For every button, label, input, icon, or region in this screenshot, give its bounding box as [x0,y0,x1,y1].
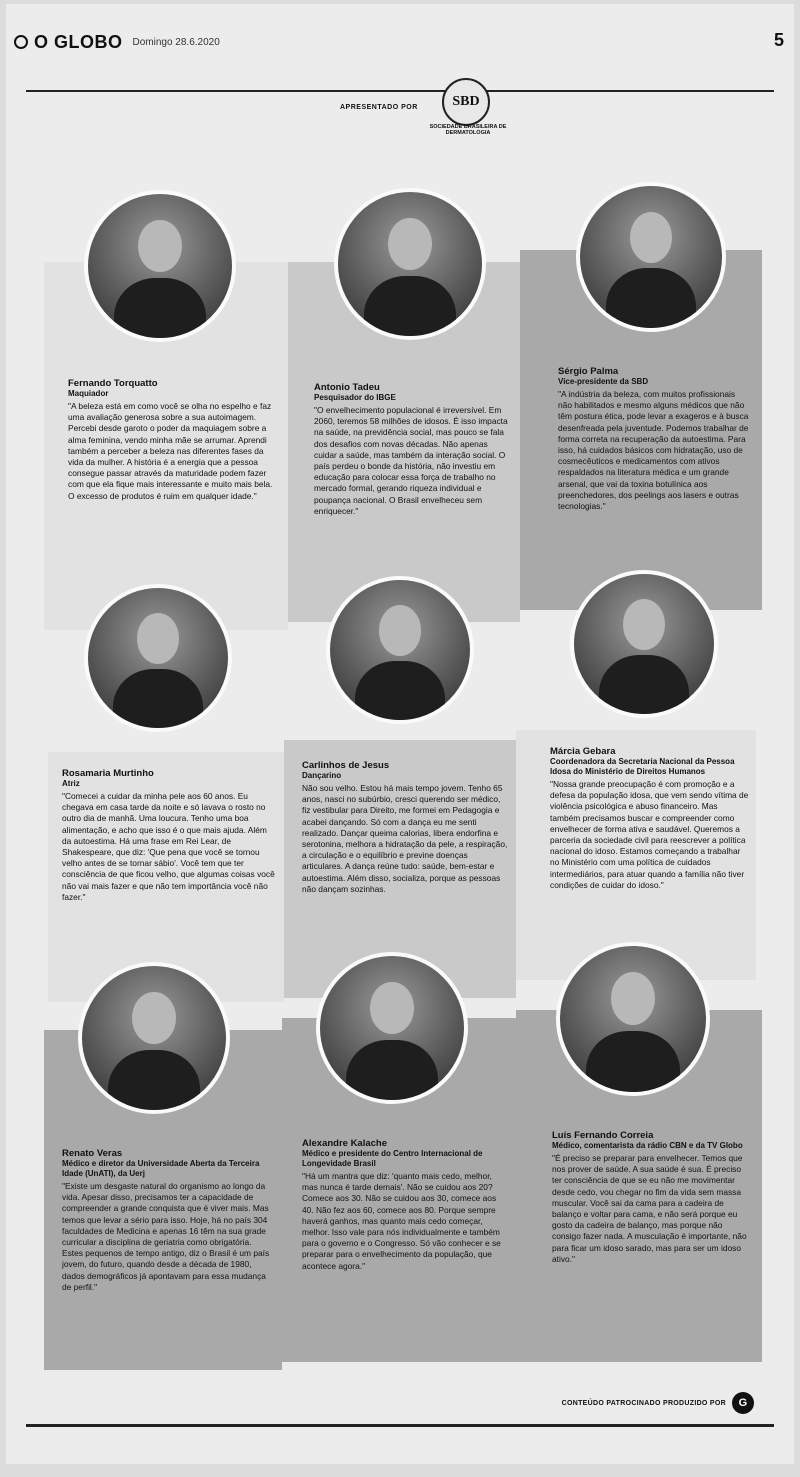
person-role: Pesquisador do IBGE [314,393,396,402]
person-role: Dançarino [302,771,342,780]
profile-card [68,378,278,502]
sponsor-logo-text: SBD [452,94,480,109]
person-name: Luís Fernando Correia [552,1130,654,1141]
sponsor-seal-icon [442,78,490,126]
person-role: Médico e presidente do Centro Internacional de Longevidade Brasil [302,1149,483,1168]
masthead [14,30,790,54]
newspaper-logo: O GLOBO [34,31,123,52]
person-name: Antonio Tadeu [314,382,380,393]
portrait-photo-4 [84,584,232,732]
bottom-rule [26,1424,774,1427]
person-name: Renato Veras [62,1148,123,1159]
person-quote: "A indústria da beleza, com muitos profissionais não habilitados e mesmo alguns médicos que não têm postura ética, pode levar a exageros e à busca desenfreada pela juventude. Podemos trabalhar de forma correta na recuperação da autoestima. Para isso, há cuidados básicos com hidratação, uso de cosmecêuticos e medicamentos com ativos respaldados na literatura médica e um grande arsenal, que vai da toxina botulínica aos preenchedores, dos peelings aos lasers e outras tecnologias." [558,389,749,512]
person-name: Alexandre Kalache [302,1138,388,1149]
person-quote: Não sou velho. Estou há mais tempo jovem. Tenho 65 anos, nasci no subúrbio, cresci querendo ser médico, fiz vestibular para Direito, me formei em Pedagogia e acabei dançando. Só com a dança eu me senti realizado. Dançar queima calorias, libera endorfina e serotonina, melhora a hidratação da pele, a respiração, a circulação e o equilíbrio e previne doenças articulares. A dança reúne tudo: saúde, bem-estar e autoestima. Além disso, socializa, porque as pessoas não dançam sozinhas. [302,783,508,894]
person-name: Sérgio Palma [558,366,619,377]
portrait-photo-1 [84,190,236,342]
person-role: Atriz [62,779,80,788]
profile-card [62,768,276,903]
profile-card [558,366,750,512]
person-quote: "Existe um desgaste natural do organismo ao longo da vida. Apesar disso, precisamos ter a capacidade de compreender a grande conquista que é viver mais. Mas temos que levar a sério para isso. Hoje, há no país 304 faculdades de Medicina e apenas 16 têm na sua grade curricular a disciplina de geriatria como obrigatória. Estes pequenos de tempo antigo, diz o Brasil é um país jovem, do futuro, quando desde a década de 1980, dados demográficos já apontavam para essa mudança de perfil." [62,1181,270,1292]
profile-card [550,746,750,891]
profile-card [302,1138,506,1272]
portrait-photo-2 [334,188,486,340]
sponsor-label: APRESENTADO POR [340,104,418,111]
issue-date: Domingo 28.6.2020 [132,36,220,48]
person-role: Médico e diretor da Universidade Aberta da Terceira Idade (UnATI), da Uerj [62,1159,260,1178]
page-number: 5 [773,30,784,50]
person-role: Vice-presidente da SBD [558,377,649,386]
person-role: Coordenadora da Secretaria Nacional da Pessoa Idosa do Ministério de Direitos Humanos [550,757,735,776]
person-role: Maquiador [68,389,109,398]
portrait-photo-8 [316,952,468,1104]
person-quote: "Comecei a cuidar da minha pele aos 60 anos. Eu chegava em casa tarde da noite e só lavava o rosto no outro dia de manhã. Uma loucura. Tenho uma boa alimentação, e acho que isso é o que mais ajuda. Além da autoestima. Há uma frase em Rei Lear, de Shakespeare, que diz: 'Que pena que você se tornou velho antes de se tornar sábio'. Você tem que ter consciência de que ficou velho, que algumas coisas você não vai mais fazer e que não tem importância você não fazer." [62,791,275,902]
logo-circle-icon [14,35,28,49]
profile-card [552,1130,750,1265]
person-name: Rosamaria Murtinho [62,768,154,779]
portrait-photo-3 [576,182,726,332]
person-name: Carlinhos de Jesus [302,760,390,771]
person-quote: "A beleza está em como você se olha no espelho e faz uma avaliação generosa sobre a sua autoimagem. Percebi desde garoto o poder da maquiagem sobre a alma feminina, vendo minha mãe se arrumar. Aprendi também a perceber a beleza nas diferentes fases da vida da mulher. A história é a energia que a pessoa consegue passar através da maturidade podem fazer com que ela fique mais interessante e muito mais bela. O excesso de produtos é ruim em qualquer idade." [68,401,273,501]
profile-card [62,1148,272,1293]
publisher-logo-icon: G [732,1392,754,1414]
profile-card [314,382,512,517]
portrait-photo-7 [78,962,230,1114]
sponsor-name: SOCIEDADE BRASILEIRA DE DERMATOLOGIA [429,124,507,136]
sponsored-label: CONTEÚDO PATROCINADO PRODUZIDO POR [561,1399,726,1407]
person-name: Fernando Torquatto [68,378,158,389]
person-quote: "O envelhecimento populacional é irreversível. Em 2060, teremos 58 milhões de idosos. É isso impacta na saúde, na previdência social, mas pouco se fala dos desafios com novas décadas. Não apenas cuidar a saúde, mas também da interação social. O país perdeu o bonde da história, não investiu em educação para colocar essa força de trabalho no mercado formal, gerando riqueza individual e poupança nacional. O Brasil envelheceu sem enriquecer." [314,405,508,516]
person-quote: "É preciso se preparar para envelhecer. Temos que nos prover de saúde. A sua saúde é sua. É preciso ter consciência de que se eu não me movimentar desde cedo, vou chegar no fim da vida sem massa muscular. Você sai da cama para a cadeira de balanço e voltar para cama, e não será porque eu gosto da cadeira de balanço, mas porque não consigo fazer nada. A musculação é importante, não para ficar um idoso sarado, mas para ser um idoso ativo." [552,1153,747,1264]
sponsored-footer [562,1392,754,1414]
person-name: Márcia Gebara [550,746,616,757]
person-quote: "Há um mantra que diz: 'quanto mais cedo, melhor, mas nunca é tarde demais'. Não se cuidou aos 20? Comece aos 30. Não se cuidou aos 30, comece aos 40. Não fez aos 60, comece aos 80. Porque sempre haverá ganhos, mas quanto mais cedo começar, melhor. Isso vale para nós individualmente e também para o governo e o Congresso. Só vão conhecer e se preparar para o envelhecimento da população, que acontece agora." [302,1171,501,1271]
portrait-photo-5 [326,576,474,724]
portrait-photo-6 [570,570,718,718]
person-quote: "Nossa grande preocupação é com promoção e a defesa da população idosa, que vem sendo vítima de violência psicológica e abuso financeiro. Mas também precisamos buscar e compreender como envelhecer de forma ativa e saudável. Queremos a parceria da sociedade civil para reescrever a política nacional do idoso. Estamos começando a trabalhar no Ministério com uma política de cuidados intermediários, para atuar quando a família não tiver condições de cuidar do idoso." [550,779,749,890]
portrait-photo-9 [556,942,710,1096]
profile-card [302,760,508,895]
person-role: Médico, comentarista da rádio CBN e da TV Globo [552,1141,743,1150]
